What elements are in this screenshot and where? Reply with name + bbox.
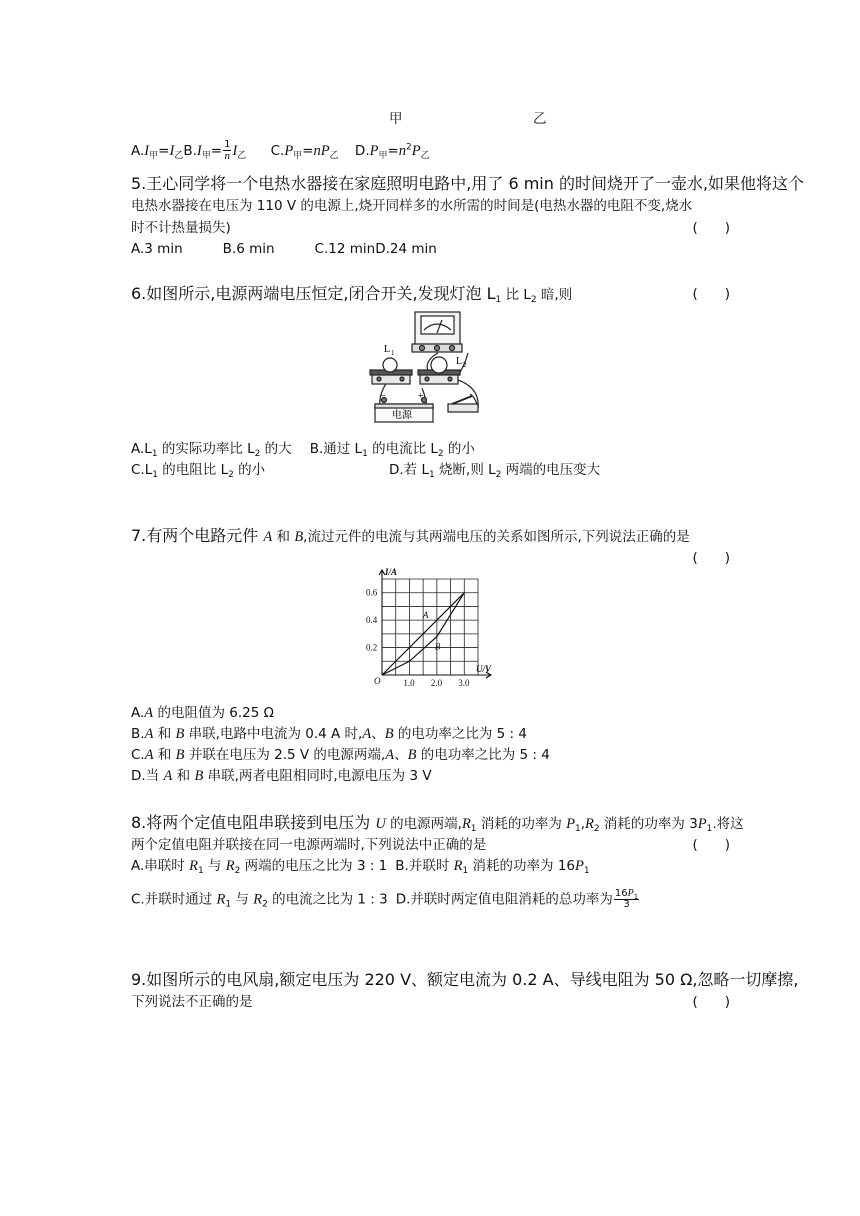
x-tick-label: 3.0: [458, 678, 470, 687]
q9-answer-paren: ( ): [692, 994, 730, 1010]
y-tick-label: 0.6: [366, 587, 378, 598]
figure-label-yi: 乙: [533, 111, 547, 127]
q5-options: A.3 min B.6 min C.12 minD.24 min: [131, 241, 437, 257]
q5-answer-paren: ( ): [692, 220, 730, 236]
q8-answer-paren: ( ): [692, 837, 730, 853]
svg-text:电源: 电源: [392, 410, 412, 421]
q8-line-2: 两个定值电阻并联接在同一电源两端时,下列说法中正确的是: [131, 837, 487, 853]
series-label-a: A: [422, 610, 429, 621]
series-label-b: B: [434, 641, 441, 652]
q6-options-ab: $A.L_1$ 的实际功率比 $L_2$ 的大 B.通过 $L_1$ 的电流比 $L_2$ 的小: [131, 441, 475, 459]
q5-line-2: 电热水器接在电压为 110 V 的电源上,烧开同样多的水所需的时间是(电热水器的电阻不变,烧水: [131, 198, 693, 214]
q7-answer-paren: ( ): [692, 550, 730, 566]
q8-line-1: 8.将两个定值电阻串联接到电压为 U 的电源两端$,R_1$ 消耗的功率为 $P_1,R_2$ 消耗的功率为 $3P_1$.将这: [131, 813, 744, 834]
q9-line-2: 下列说法不正确的是: [131, 994, 253, 1010]
q5-line-3: 时不计热量损失): [131, 220, 231, 236]
svg-text:L: L: [384, 344, 391, 355]
y-axis-label: I/A: [385, 567, 398, 577]
x-axis-label: U/V: [476, 664, 492, 674]
q7-option-a: A.A 的电阻值为 6.25 Ω: [131, 705, 274, 721]
q7-option-d: D.当 A 和 B 串联,两者电阻相同时,电源电压为 3 V: [131, 768, 432, 784]
q6-answer-paren: ( ): [692, 286, 730, 302]
q9-line-1: 9.如图所示的电风扇,额定电压为 220 V、额定电流为 0.2 A、导线电阻为 50 Ω,忽略一切摩擦,: [131, 970, 799, 989]
q7-stem: 7.有两个电路元件 A 和 B,流过元件的电流与其两端电压的关系如图所示,下列说法正确的是: [131, 526, 690, 545]
svg-text:−: −: [380, 391, 386, 402]
q6-option-d: D.若 $L_1$ 烧断,则 $L_2$ 两端的电压变大: [389, 462, 601, 480]
svg-text:+: +: [418, 391, 424, 402]
fraction-16p1-over-3: $\frac{16P_1}{3}$: [614, 888, 639, 910]
q6-circuit-figure: [360, 308, 490, 428]
q4-options: $A.I_甲=I_乙B.I_甲=$ $\frac{1}{n}$ $I_乙$ $C.P_甲=nP_乙$ $D.P_甲=n^2P_乙$: [131, 139, 430, 162]
x-tick-label: 1.0: [403, 678, 415, 687]
y-tick-label: 0.4: [366, 615, 378, 626]
origin-label: O: [374, 676, 381, 686]
q8-options-ab: A.串联时 $R_1$ 与 $R_2$ 两端的电压之比为 3 : 1 B.并联时 $R_1$ 消耗的功率为 $16P_1$: [131, 858, 590, 876]
svg-text:2: 2: [463, 361, 467, 369]
x-tick-label: 2.0: [430, 678, 443, 687]
y-tick-label: 0.2: [366, 642, 378, 653]
q7-option-b: B.A 和 B 串联,电路中电流为 0.4 A 时,A、B 的电功率之比为 5 : 4: [131, 726, 527, 742]
fraction-1-over-n: $\frac{1}{n}$: [224, 139, 231, 162]
q7-option-c: C.A 和 B 并联在电压为 2.5 V 的电源两端,A、B 的电功率之比为 5 : 4: [131, 747, 550, 763]
q5-line-1: 5.王心同学将一个电热水器接在家庭照明电路中,用了 6 min 的时间烧开了一壶水,如果他将这个: [131, 174, 805, 193]
svg-text:L: L: [456, 356, 463, 367]
q6-stem: 6.如图所示,电源两端电压恒定,闭合开关,发现灯泡 $L_1$ 比 $L_2$ 暗,则: [131, 284, 573, 305]
figure-label-jia: 甲: [389, 111, 403, 127]
svg-text:1: 1: [391, 349, 395, 357]
q7-iu-chart: [360, 565, 500, 687]
q6-option-c: $C.L_1$ 的电阻比 $L_2$ 的小: [131, 462, 266, 480]
q8-options-cd: C.并联时通过 $R_1$ 与 $R_2$ 的电流之比为 1 : 3 D.并联时两定值电阻消耗的总功率为 $\frac{16P_1}{3}$: [131, 888, 639, 910]
